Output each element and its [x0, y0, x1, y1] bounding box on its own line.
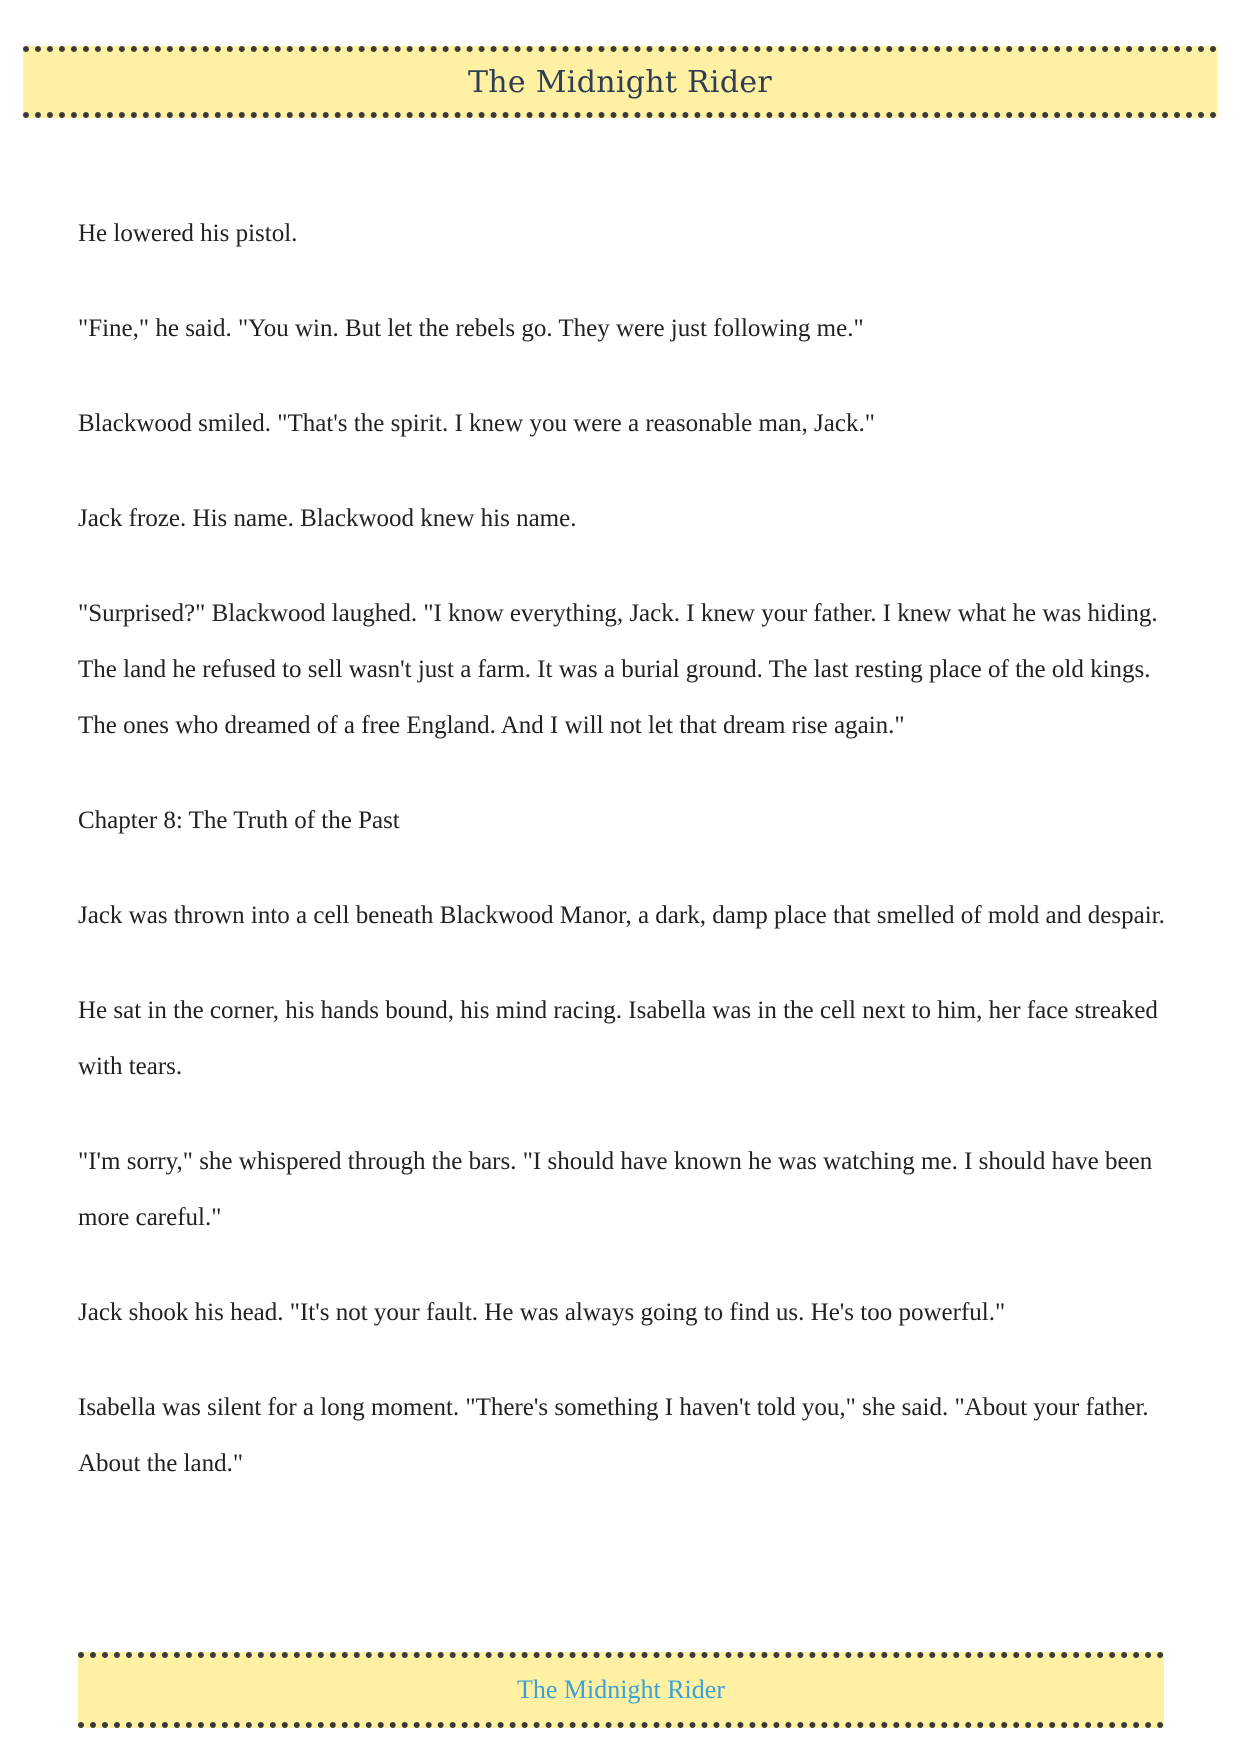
body-paragraph: "Surprised?" Blackwood laughed. "I know everything, Jack. I knew your father. I knew what he was hiding. The land he refused to sell wasn't just a farm. It was a burial ground. The last resting place of the old kings. The ones who dreamed of a free England. And I will not let that dream rise again."	[78, 600, 1158, 739]
body-paragraph: "I'm sorry," she whispered through the bars. "I should have known he was watching me. I should have been more careful."	[78, 1148, 1153, 1231]
chapter-heading: Chapter 8: The Truth of the Past	[78, 807, 400, 834]
page-body	[78, 206, 1170, 1531]
body-paragraph: "Fine," he said. "You win. But let the rebels go. They were just following me."	[78, 315, 864, 342]
footer-title: The Midnight Rider	[517, 1675, 725, 1704]
body-paragraph: Blackwood smiled. "That's the spirit. I knew you were a reasonable man, Jack."	[78, 410, 875, 437]
page-header	[23, 46, 1217, 118]
body-paragraph: Jack shook his head. "It's not your fault. He was always going to find us. He's too powerful."	[78, 1299, 1006, 1326]
body-paragraph: He lowered his pistol.	[78, 220, 298, 247]
header-title: The Midnight Rider	[467, 64, 773, 100]
body-paragraph: Jack froze. His name. Blackwood knew his name.	[78, 505, 577, 532]
body-paragraph: Jack was thrown into a cell beneath Blackwood Manor, a dark, damp place that smelled of mold and despair.	[78, 902, 1165, 929]
body-paragraph: He sat in the corner, his hands bound, his mind racing. Isabella was in the cell next to him, her face streaked with tears.	[78, 997, 1158, 1080]
body-paragraph: Isabella was silent for a long moment. "There's something I haven't told you," she said. "About your father. About the land."	[78, 1394, 1149, 1477]
page-footer	[78, 1652, 1164, 1728]
